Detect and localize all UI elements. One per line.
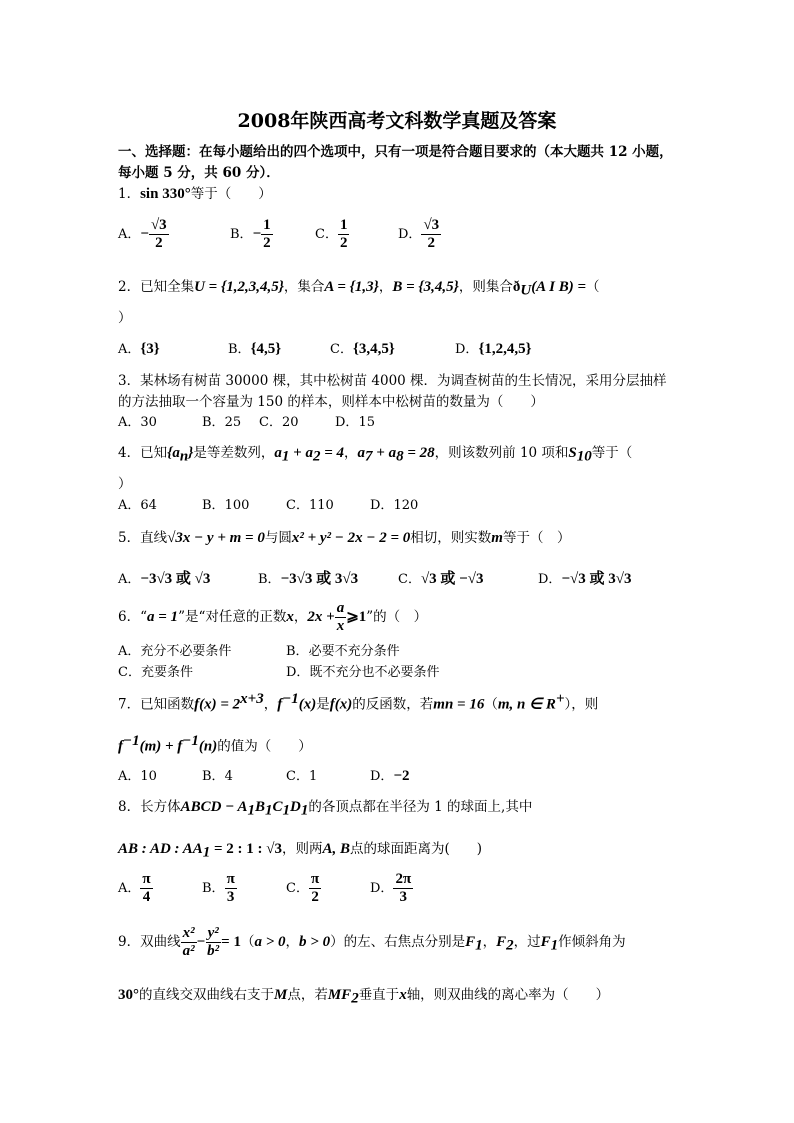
question-6-stem: 6．“a = 1”是“对任意的正数x，2x + $\frac{a}{x}$ ⩾1”的（ ） [118,600,428,634]
question-9-line2: 30°的直线交双曲线右支于M点，若$MF_2$垂直于x轴，则双曲线的离心率为（ ） [118,987,610,1007]
q8-option-c: C． $\frac{\pi}{2}$ [286,871,320,905]
q1-option-b: B．− $\frac{1}{2}$ [230,217,271,251]
section-heading-line2: 每小题 5 分，共 60 分）． [118,165,280,181]
question-1-stem [118,182,272,203]
q1-suffix: 等于（ ） [190,186,272,202]
q7-option-a: A．10 [118,769,157,784]
q7-option-d: D．−2 [370,768,410,784]
q8-option-d: D． $\frac{2\pi}{3}$ [370,871,412,905]
question-3-line1: 3．某林场有树苗 30000 棵，其中松树苗 4000 棵．为调查树苗的生长情况，采用分层抽样 [118,373,667,389]
q2-stem-line2: ） [118,310,132,326]
q4-option-b: B．100 [202,498,250,513]
question-2-stem: 2．已知全集U = {1,2,3,4,5}，集合A = {1,3}，B = {3,4,5}，则集合$ð_U(A$ I B) =（ [118,279,600,299]
q8-option-a: A． $\frac{\pi}{4}$ [118,871,151,905]
question-3-line2: 的方法抽取一个容量为 150 的样本，则样本中松树苗的数量为（ ） [118,394,544,410]
question-8-line2: AB : AD : $AA_1 = 2$ : 1 : √3，则两A, B点的球面距离为( ) [118,841,483,861]
q2-option-b: B．{4,5} [228,341,282,357]
q5-option-b: B．−3√3 或 3√3 [258,571,359,587]
q6-option-b: B．必要不充分条件 [286,644,400,659]
question-7-line2: $f^{-1}(m) + f^{-1}(n)$的值为（ ） [118,733,312,755]
q1-option-d: D． $\frac{√3}{2}$ [398,217,440,251]
q1-option-a: A．− $\frac{√3}{2}$ [118,217,167,251]
q2-option-a: A．{3} [118,341,160,357]
question-4-stem: 4．已知$\{a_n\}$是等差数列，$a_1 + a_2 = 4$，$a_7 + a_8 = 28$，则该数列前 10 项和$S_{10}$等于（ [118,445,633,465]
q6-option-c: C．充要条件 [118,665,193,680]
q5-option-d: D．−√3 或 3√3 [538,571,632,587]
section-heading-line1: 一、选择题：在每小题给出的四个选项中，只有一项是符合题目要求的（本大题共 12 小题， [118,144,673,160]
q2-option-d: D．{1,2,4,5} [455,341,532,357]
q1-number: 1． [118,186,141,202]
q4-option-d: D．120 [370,498,419,513]
q5-option-c: C．√3 或 −√3 [398,571,484,587]
q4-option-a: A．64 [118,498,157,513]
q8-option-b: B． $\frac{\pi}{3}$ [202,871,235,905]
q6-option-a: A．充分不必要条件 [118,644,232,659]
page-title: 2008年陕西高考文科数学真题及答案 [237,110,557,132]
q6-option-d: D．既不充分也不必要条件 [286,665,440,680]
question-7-stem: 7．已知函数$f(x) = 2^{x+3}$，$f^{-1}(x)$是f(x)的反函数，若mn = 16（m, n ∈ R+），则 [118,691,599,713]
q7-option-c: C．1 [286,769,318,784]
q1-math: sin 330° [140,186,191,202]
q4-option-c: C．110 [286,498,334,513]
q2-option-c: C．{3,4,5} [330,341,395,357]
q3-option-d: D．15 [335,415,375,430]
q7-option-b: B．4 [202,769,233,784]
q4-stem-line2: ） [118,476,132,492]
q3-option-c: C．20 [259,415,299,430]
q3-option-b: B．25 [202,415,242,430]
question-8-stem: 8．长方体ABCD − $A_1B_1C_1D_1$的各顶点都在半径为 1 的球面上,其中 [118,799,533,819]
question-9-stem: 9．双曲线 $\frac{\text{x²}}{\text{a²}}$ − $\frac{\text{y²}}{\text{b²}}$ = 1（a > 0，b > 0）的左、右焦点分别是$F_1$，$F_2$，过$F_1$作倾斜角为 [118,925,626,959]
q3-option-a: A．30 [118,415,157,430]
q5-option-a: A．−3√3 或 √3 [118,571,211,587]
question-5-stem: 5．直线√3x − y + m = 0与圆x² + y² − 2x − 2 = 0相切，则实数m等于（ ） [118,530,571,546]
q1-option-c: C． $\frac{1}{2}$ [315,217,348,251]
